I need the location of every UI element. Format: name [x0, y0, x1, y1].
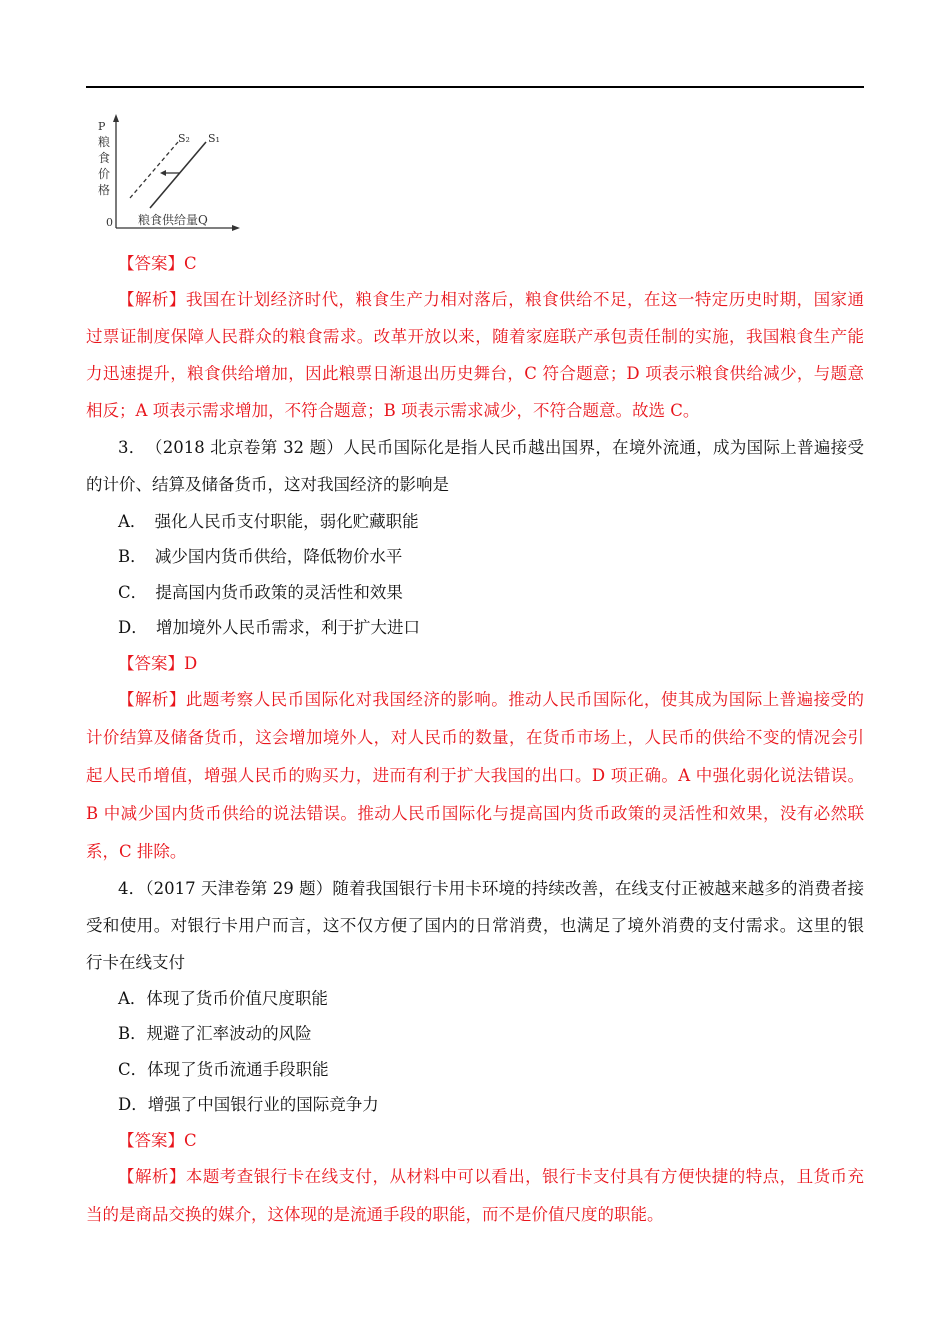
q3-stem-line: 的计价、结算及储备货币，这对我国经济的影响是	[86, 475, 449, 494]
q4-analysis-line: 【解析】本题考查银行卡在线支付，从材料中可以看出，银行卡支付具有方便快捷的特点，且货币充	[118, 1167, 864, 1186]
s1-curve	[150, 142, 206, 208]
s2-label: S₂	[178, 132, 190, 145]
y-axis-arrow-icon	[113, 114, 119, 122]
q4-stem-line: 行卡在线支付	[86, 953, 185, 972]
header-rule	[86, 86, 864, 88]
x-label: 粮食供给量Q	[138, 213, 208, 227]
s1-label: S₁	[208, 132, 220, 145]
q3-analysis-line: B 中减少国内货币供给的说法错误。推动人民币国际化与提高国内货币政策的灵活性和效果，没有必然联	[86, 804, 864, 823]
q3-analysis-line: 【解析】此题考察人民币国际化对我国经济的影响。推动人民币国际化，使其成为国际上普遍接受的	[118, 690, 864, 709]
x-axis-arrow-icon	[232, 225, 240, 231]
q4-stem-line: 受和使用。对银行卡用户而言，这不仅方便了国内的日常消费，也满足了境外消费的支付需求。这里的银	[86, 916, 864, 935]
q3-stem-line: 3． （2018 北京卷第 32 题）人民币国际化是指人民币越出国界，在境外流通，成为国际上普遍接受	[118, 438, 864, 457]
q3-option-c: C． 提高国内货币政策的灵活性和效果	[118, 583, 403, 602]
y-label-3: 价	[98, 167, 111, 181]
p-label: P	[98, 120, 106, 133]
q4-option-c: C．体现了货币流通手段职能	[118, 1060, 329, 1079]
q2-analysis-line: 【解析】我国在计划经济时代，粮食生产力相对落后，粮食供给不足，在这一特定历史时期，国家通	[118, 290, 864, 309]
supply-shift-figure	[86, 112, 246, 238]
q2-analysis-line: 过票证制度保障人民群众的粮食需求。改革开放以来，随着家庭联产承包责任制的实施，我国粮食生产能	[86, 327, 864, 346]
shift-arrow-head-icon	[160, 170, 166, 176]
s2-curve	[130, 142, 178, 198]
q3-analysis-line: 计价结算及储备货币，这会增加境外人，对人民币的数量，在货币市场上，人民币的供给不变的情况会引	[86, 728, 864, 747]
origin-label: 0	[106, 216, 113, 229]
q4-analysis-line: 当的是商品交换的媒介，这体现的是流通手段的职能，而不是价值尺度的职能。	[86, 1205, 664, 1224]
q4-option-a: A．体现了货币价值尺度职能	[118, 989, 328, 1008]
q3-analysis-line: 系，C 排除。	[86, 842, 187, 861]
y-label-1: 粮	[98, 135, 111, 149]
q2-answer: 【答案】C	[118, 254, 197, 273]
q2-analysis-line: 相反；A 项表示需求增加，不符合题意；B 项表示需求减少，不符合题意。故选 C。	[86, 401, 700, 420]
q2-analysis-line: 力迅速提升，粮食供给增加，因此粮票日渐退出历史舞台，C 符合题意；D 项表示粮食供给减少，与题意	[86, 364, 864, 383]
q3-option-b: B． 减少国内货币供给，降低物价水平	[118, 547, 403, 566]
q3-analysis-line: 起人民币增值，增强人民币的购买力，进而有利于扩大我国的出口。D 项正确。A 中强化弱化说法错误。	[86, 766, 864, 785]
q4-option-d: D．增强了中国银行业的国际竞争力	[118, 1095, 379, 1114]
q3-answer: 【答案】D	[118, 654, 198, 673]
y-label-4: 格	[98, 183, 111, 197]
y-label-2: 食	[98, 151, 111, 165]
q3-option-a: A． 强化人民币支付职能，弱化贮藏职能	[118, 512, 419, 531]
q3-option-d: D． 增加境外人民币需求，利于扩大进口	[118, 618, 420, 637]
q4-stem-line: 4．（2017 天津卷第 29 题）随着我国银行卡用卡环境的持续改善，在线支付正被越来越多的消费者接	[118, 879, 864, 898]
q4-answer: 【答案】C	[118, 1131, 197, 1150]
q4-option-b: B．规避了汇率波动的风险	[118, 1024, 312, 1043]
